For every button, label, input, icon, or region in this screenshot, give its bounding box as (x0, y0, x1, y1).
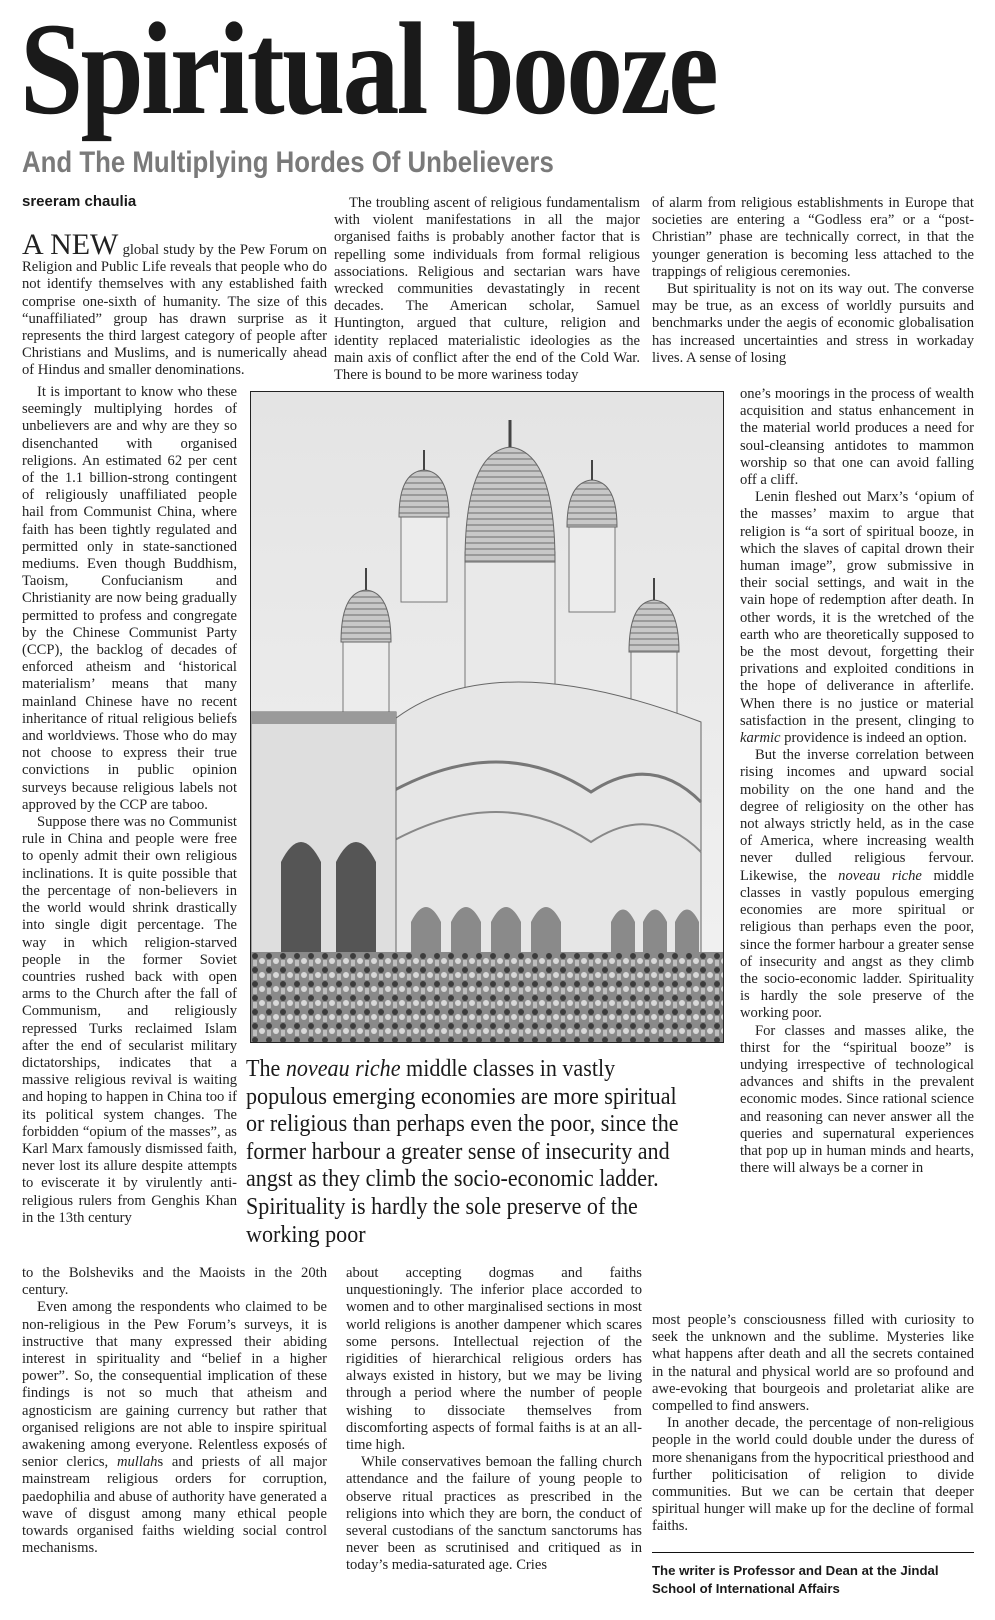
writer-note: The writer is Professor and Dean at the Jindal School of International Affairs (652, 1563, 939, 1596)
temple-image (251, 392, 723, 1042)
italic-term: noveau riche (838, 867, 922, 884)
text-run: middle classes in vastly populous emerging economies are more spiritual or religious than perhaps even the poor, since the former harbour a greater sense of insecurity and angst as they climb the socio-economic ladder. Spirituality is hardly the sole preserve of the working poor (246, 1056, 679, 1248)
column-3-top (652, 195, 974, 367)
paragraph: Suppose there was no Communist rule in China and people were free to openly admit their own religious inclinations. It is quite possible that the percentage of non-believers in the world would shrink drastically into single digit percentage. The way in which religion-starved people in the former Soviet countries rushed back with open arms to the Church after the fall of Communism, and religiously repressed Turks reclaimed Islam after the end of secularist military dictatorships, indicates that a massive religious revival is waiting and hoping to happen in China too if its political system changes. The forbidden “opium of the masses”, as Karl Marx famously dismissed faith, never lost its allure despite attempts to eviscerate it by virulently anti-religious rulers from Genghis Khan in the 13th century (22, 814, 237, 1226)
lead-text: global study by the Pew Forum on Religion and Public Life reveals that people who do not identify themselves with any established faith comprise one-sixth of humanity. The size of this “unaffiliated” group has drawn surprise as it represents the third largest category of people after Christians and Muslims, and is numerically ahead of Hindus and smaller denominations. (22, 242, 327, 379)
column-3-narrow (740, 386, 974, 1177)
paragraph: It is important to know who these seemingly multiplying hordes of unbelievers are and why are they so disenchanted with organised religions. An estimated 62 per cent of the 1.1 billion-strong contingent of religiously unaffiliated people hail from Communist China, where faith has been tightly regulated and permitted only in state-sanctioned mediums. Even though Buddhism, Taoism, Confucianism and Christianity are now being gradually permitted to profess and congregate by the Chinese Communist Party (CCP), the backlog of decades of enforced atheism and ‘historical materialism’ means that many mainland Chinese have no recent inheritance of ritual religious beliefs and worldviews. Those who do may not choose to express their true convictions in public opinion surveys because religious labels not approved by the CCP are taboo. (22, 384, 237, 813)
paragraph: For classes and masses alike, the thirst for the “spiritual booze” is undying irrespective of technological advances and shifts in the prevalent economic modes. Since rational science and reasoning can never answer all the queries and supernatural experiences that pop up in human minds and hearts, there will always be a corner in (740, 1022, 974, 1177)
paragraph: The troubling ascent of religious fundamentalism with violent manifestations in all the major organised faiths is probably another factor that is repelling some individuals from formal religious associations. Religious and sectarian wars have wrecked communities devastatingly in recent decades. The American scholar, Samuel Huntington, argued that culture, religion and identity replaced materialistic ideologies as the main axis of conflict after the end of the Cold War. There is bound to be more wariness today (334, 195, 640, 384)
paragraph-continuation: about accepting dogmas and faiths unquestioningly. The inferior place accorded to women and to other marginalised sections in most world religions is another dampener which scares some persons. Intellectual rejection of the rigidities of hierarchical religious orders has always existed in history, but we may be living through a period where the number of people wishing to dissociate themselves from discomforting aspects of formal faiths is at an all-time high. (346, 1265, 642, 1454)
italic-term: karmic (740, 730, 781, 747)
lead-paragraph (22, 228, 327, 380)
temple-photo (250, 391, 724, 1043)
column-1-narrow (22, 384, 237, 1227)
pull-quote (246, 1056, 689, 1249)
paragraph: But spirituality is not on its way out. The converse may be true, as an excess of worldly pursuits and benchmarks under the aegis of economic globalisation has increased uncertainties and stress in workaday lives. A sense of losing (652, 281, 974, 366)
subheadline: And The Multiplying Hordes Of Unbelievers (22, 146, 554, 179)
text-run: providence is indeed an option. (780, 730, 967, 747)
column-2-top (334, 195, 640, 384)
dropcap: A NEW (22, 228, 119, 261)
paragraph-continuation: one’s moorings in the process of wealth acquisition and status enhancement in the material world produces a need for soul-cleansing antidotes to mammon worship so that one can avoid falling off a cliff. (740, 386, 974, 489)
paragraph: While conservatives bemoan the falling church attendance and the failure of young people to observe ritual practices as prescribed in the religions into which they are born, the conduct of several custodians of the sanctum sanctorums has never been as scrutinised and critiqued as in today’s media-saturated age. Cries (346, 1454, 642, 1574)
text-run: middle classes in vastly populous emerging economies are more spiritual or religious than perhaps even the poor, since the former harbour a greater sense of insecurity and angst as they climb the socio-economic ladder. Spirituality is hardly the sole preserve of the working poor. (740, 867, 974, 1022)
text-run: Even among the respondents who claimed to be non-religious in the Pew Forum’s surveys, it is instructive that many expressed their abiding interest in spirituality and “belief in a higher power”. So, the consequential implication of these findings is not so much that atheism and agnosticism are gaining currency but rather that organised religions are not able to inspire spiritual awakening among everyone. Relentless exposés of senior clerics, (22, 1299, 327, 1471)
text-run: s and priests of all major mainstream religious orders for corruption, paedophilia and abuse of authority have generated a wave of disgust among many ethical people towards organised faiths wielding social control mechanisms. (22, 1454, 327, 1557)
text-run: Lenin fleshed out Marx’s ‘opium of the masses’ maxim to argue that religion is “a sort of spiritual booze, in which the slaves of capital drown their human image”, grow submissive in their social settings, and wait in the vain hope of redemption after death. In other words, it is the wretched of the earth who are theoretically supposed to be the most devout, forgetting their privations and exploited conditions in the hope of deliverance in afterlife. When there is no justice or material satisfaction in the present, clinging to (740, 489, 974, 729)
paragraph (22, 1299, 327, 1557)
headline: Spiritual booze (20, 0, 717, 142)
column-2-bottom (346, 1265, 642, 1575)
paragraph-continuation: of alarm from religious establishments in Europe that societies are entering a “Godless era” or a “post-Christian” phase are technically correct, in that the younger generation is becoming less attached to the trappings of religious ceremonies. (652, 195, 974, 280)
text-run: The (246, 1056, 286, 1082)
column-1-wide (22, 1265, 327, 1557)
paragraph (740, 489, 974, 747)
paragraph-continuation: to the Bolsheviks and the Maoists in the 20th century. (22, 1265, 327, 1299)
italic-term: mullah (116, 1454, 158, 1471)
byline: sreeram chaulia (22, 193, 137, 210)
paragraph-continuation: most people’s consciousness filled with curiosity to seek the unknown and the sublime. Mysteries like what happens after death and all the secrets contained in the natural and physical world are so profound and awe-evoking that bourgeois and proletariat alike are compelled to find answers. (652, 1312, 974, 1415)
paragraph (740, 747, 974, 1022)
divider (652, 1552, 974, 1553)
paragraph: In another decade, the percentage of non-religious people in the world could double under the duress of more shenanigans from the hypocritical priesthood and further politicisation of religion to divide communities. But we can be certain that deeper spiritual hunger will make up for the decline of formal faiths. (652, 1415, 974, 1535)
italic-term: noveau riche (285, 1056, 401, 1082)
column-3-wide (652, 1312, 974, 1536)
text-run: But the inverse correlation between rising incomes and upward social mobility on the one hand and the degree of religiosity on the other has not always strictly held, as in the case of America, where increasing wealth never dulled religious fervour. Likewise, the (740, 747, 974, 884)
